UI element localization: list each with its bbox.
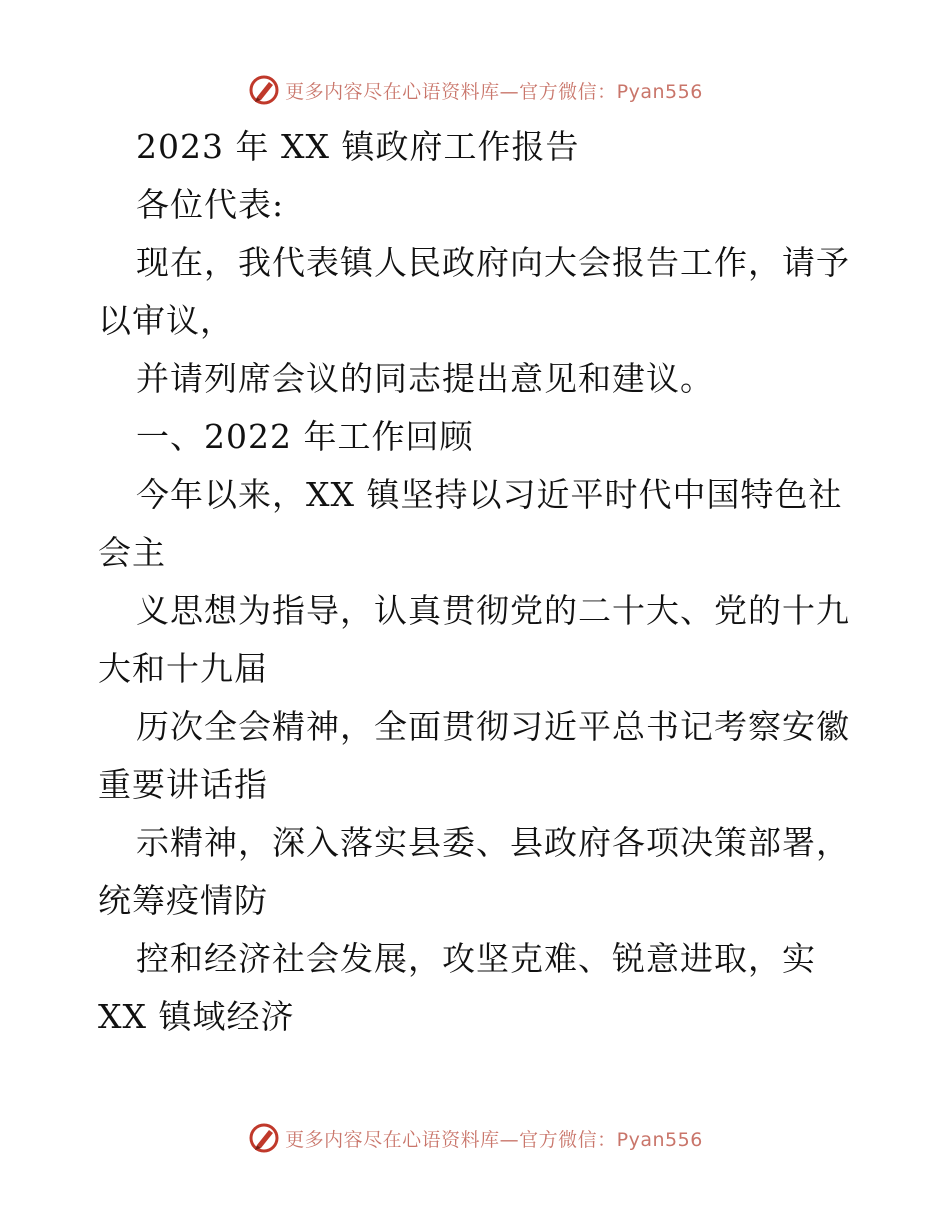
- paragraph-line: 大和十九届: [98, 649, 268, 688]
- watermark-text: 更多内容尽在心语资料库—官方微信：Pyan556: [285, 80, 703, 103]
- paragraph-line: 并请列席会议的同志提出意见和建议。: [136, 359, 714, 398]
- paragraph-line: 历次全会精神，全面贯彻习近平总书记考察安徽: [136, 707, 850, 746]
- paragraph-line: 义思想为指导，认真贯彻党的二十大、党的十九: [136, 591, 850, 630]
- watermark-text: 更多内容尽在心语资料库—官方微信：Pyan556: [285, 1128, 703, 1151]
- paragraph-line: 示精神，深入落实县委、县政府各项决策部署，: [136, 823, 850, 862]
- paragraph-line: 重要讲话指: [98, 765, 268, 804]
- paragraph-line: 统筹疫情防: [98, 881, 268, 920]
- paragraph-line: 以审议，: [98, 301, 234, 340]
- pen-logo-icon: [247, 1121, 281, 1155]
- paragraph-line: 今年以来，XX 镇坚持以习近平时代中国特色社: [136, 475, 843, 514]
- header-watermark: [0, 70, 950, 110]
- paragraph-line: 一、2022 年工作回顾: [136, 417, 474, 456]
- paragraph-line: 现在，我代表镇人民政府向大会报告工作，请予: [136, 243, 850, 282]
- document-body: [98, 118, 858, 1046]
- paragraph-line: XX 镇域经济: [98, 997, 295, 1036]
- paragraph-line: 会主: [98, 533, 166, 572]
- paragraph-line: 各位代表:: [136, 185, 285, 224]
- paragraph-line: 控和经济社会发展，攻坚克难、锐意进取，实: [136, 939, 816, 978]
- footer-watermark: [0, 1118, 950, 1158]
- pen-logo-icon: [247, 73, 281, 107]
- paragraph-line: 2023 年 XX 镇政府工作报告: [136, 127, 580, 166]
